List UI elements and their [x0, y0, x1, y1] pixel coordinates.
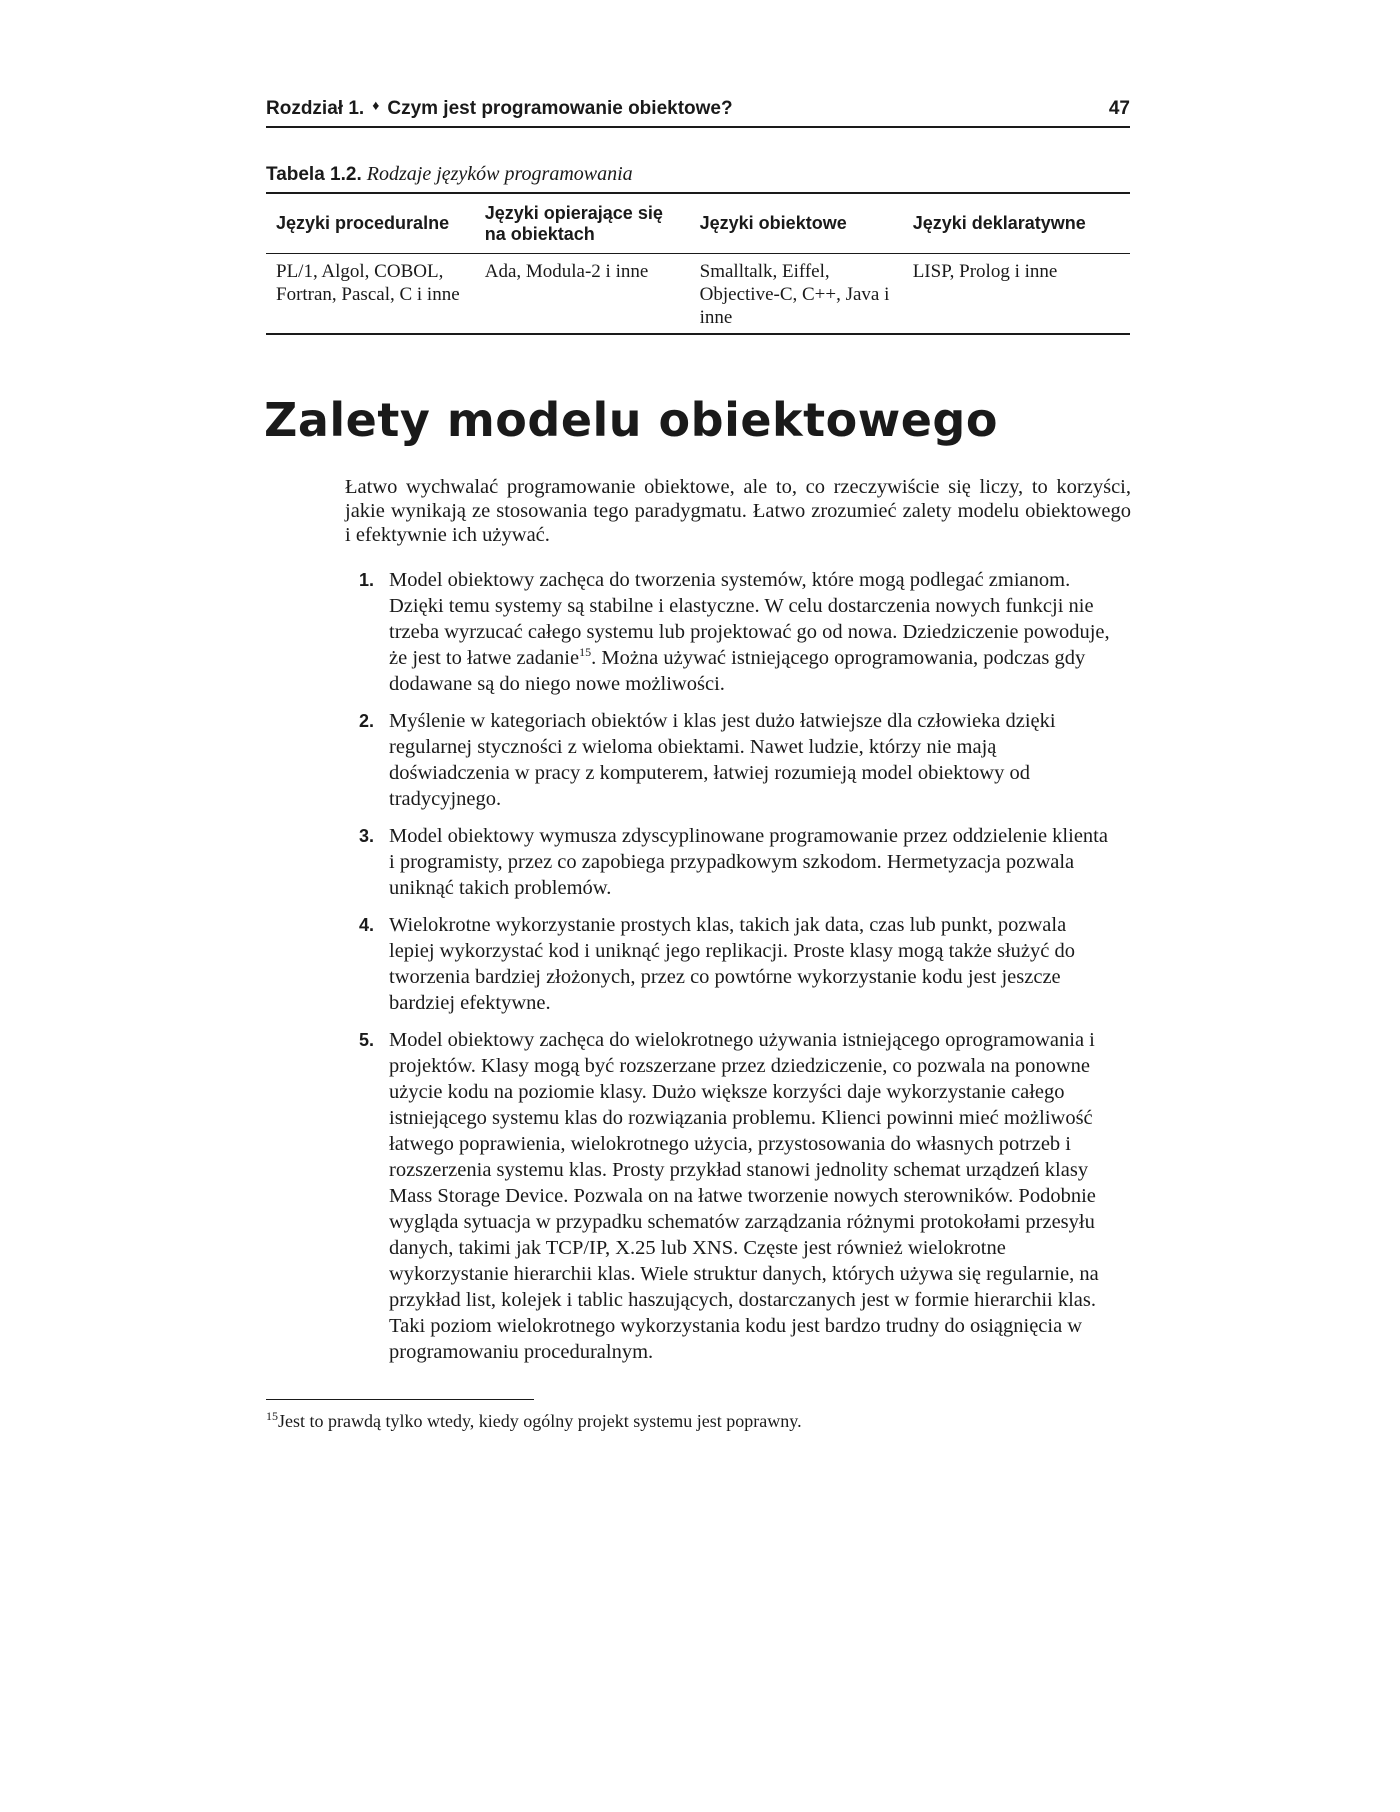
languages-table — [266, 192, 1130, 335]
table-cell: Smalltalk, Eiffel, Objective-C, C++, Java i inne — [699, 261, 890, 328]
list-item-text-continued: . Można używać istniejącego oprogramowania, podczas gdy dodawane są do niego nowe możliwości. — [389, 647, 1086, 695]
page-number: 47 — [1108, 98, 1130, 119]
list-item-number: 1. — [359, 570, 375, 590]
footnote-reference[interactable]: 15 — [579, 645, 592, 660]
diamond-separator-icon: ♦ — [372, 97, 380, 113]
list-item-number: 5. — [359, 1030, 375, 1050]
intro-paragraph: Łatwo wychwalać programowanie obiektowe, ale to, co rzeczywiście się liczy, to korzyści, jakie wynikają ze stosowania tego paradygmatu. Łatwo zrozumieć zalety modelu obiektowego i efektywnie ich używać. — [345, 476, 1131, 546]
list-item — [345, 1027, 1115, 1365]
advantages-list — [345, 567, 1115, 1376]
list-item-text: Wielokrotne wykorzystanie prostych klas, takich jak data, czas lub punkt, pozwala lepiej wykorzystać kod i uniknąć jego replikacji. Proste klasy mogą także służyć do tworzenia bardziej złożonych, przez co powtórne wykorzystanie kodu jest jeszcze bardziej efektywne. — [389, 914, 1075, 1014]
list-item — [345, 912, 1115, 1016]
footnote — [266, 1410, 802, 1432]
list-item — [345, 823, 1115, 901]
table-caption — [266, 163, 633, 186]
table-caption-text: Rodzaje języków programowania — [366, 163, 633, 185]
list-item-number: 4. — [359, 915, 375, 935]
table-header-cell: Języki opierające się na obiektach — [475, 193, 690, 254]
table-header-cell: Języki proceduralne — [266, 193, 475, 254]
table-cell: LISP, Prolog i inne — [912, 261, 1058, 282]
list-item — [345, 567, 1115, 697]
footnote-divider — [266, 1399, 534, 1400]
table-cell: PL/1, Algol, COBOL, Fortran, Pascal, C i inne — [276, 261, 460, 305]
list-item-text: Myślenie w kategoriach obiektów i klas jest dużo łatwiejsze dla człowieka dzięki regularnej styczności z wieloma obiektami. Nawet ludzie, którzy nie mają doświadczenia w pracy z komputerem, łatwiej rozumieją model obiektowy od tradycyjnego. — [389, 710, 1056, 810]
table-header-cell: Języki obiektowe — [690, 193, 903, 254]
chapter-label: Rozdział 1. — [266, 98, 365, 119]
running-header-left — [266, 98, 733, 120]
footnote-text: Jest to prawdą tylko wtedy, kiedy ogólny projekt systemu jest poprawny. — [278, 1411, 802, 1431]
footnote-number: 15 — [266, 1409, 278, 1423]
table-cell: Ada, Modula-2 i inne — [484, 261, 649, 282]
table-header-row — [266, 193, 1130, 254]
table-caption-label: Tabela 1.2. — [266, 164, 362, 185]
list-item-number: 3. — [359, 826, 375, 846]
list-item-text: Model obiektowy zachęca do wielokrotnego używania istniejącego oprogramowania i projektów. Klasy mogą być rozszerzane przez dziedziczenie, co pozwala na ponowne użycie kodu na poziomie klasy. Dużo większe korzyści daje wykorzystanie całego istniejącego systemu klas do rozwiązania problemu. Klienci powinni mieć możliwość łatwego poprawienia, wielokrotnego użycia, przystosowania do własnych potrzeb i rozszerzenia systemu klas. Prosty przykład stanowi jednolity schemat urządzeń klasy Mass Storage Device. Pozwala on na łatwe tworzenie nowych sterowników. Podobnie wygląda sytuacja w przypadku schematów zarządzania różnymi protokołami przesyłu danych, takimi jak TCP/IP, X.25 lub XNS. Częste jest również wielokrotne wykorzystanie hierarchii klas. Wiele struktur danych, których używa się regularnie, na przykład list, kolejek i tablic haszujących, dostarczanych jest w formie hierarchii klas. Taki poziom wielokrotnego wykorzystania kodu jest bardzo trudny do osiągnięcia w programowaniu proceduralnym. — [389, 1029, 1099, 1363]
table-row — [266, 254, 1130, 335]
list-item — [345, 708, 1115, 812]
list-item-text: Model obiektowy zachęca do tworzenia systemów, które mogą podlegać zmianom. Dzięki temu systemy są stabilne i elastyczne. W celu dostarczenia nowych funkcji nie trzeba wyrzucać całego systemu lub projektować go od nowa. Dziedziczenie powoduje, że jest to łatwe zadanie — [389, 569, 1110, 669]
chapter-title: Czym jest programowanie obiektowe? — [387, 98, 733, 119]
list-item-text: Model obiektowy wymusza zdyscyplinowane programowanie przez oddzielenie klienta i programisty, przez co zapobiega przypadkowym szkodom. Hermetyzacja pozwala uniknąć takich problemów. — [389, 825, 1108, 899]
section-title: Zalety modelu obiektowego — [264, 393, 998, 447]
list-item-number: 2. — [359, 711, 375, 731]
table-header-cell: Języki deklaratywne — [903, 193, 1130, 254]
running-header — [266, 98, 1130, 128]
